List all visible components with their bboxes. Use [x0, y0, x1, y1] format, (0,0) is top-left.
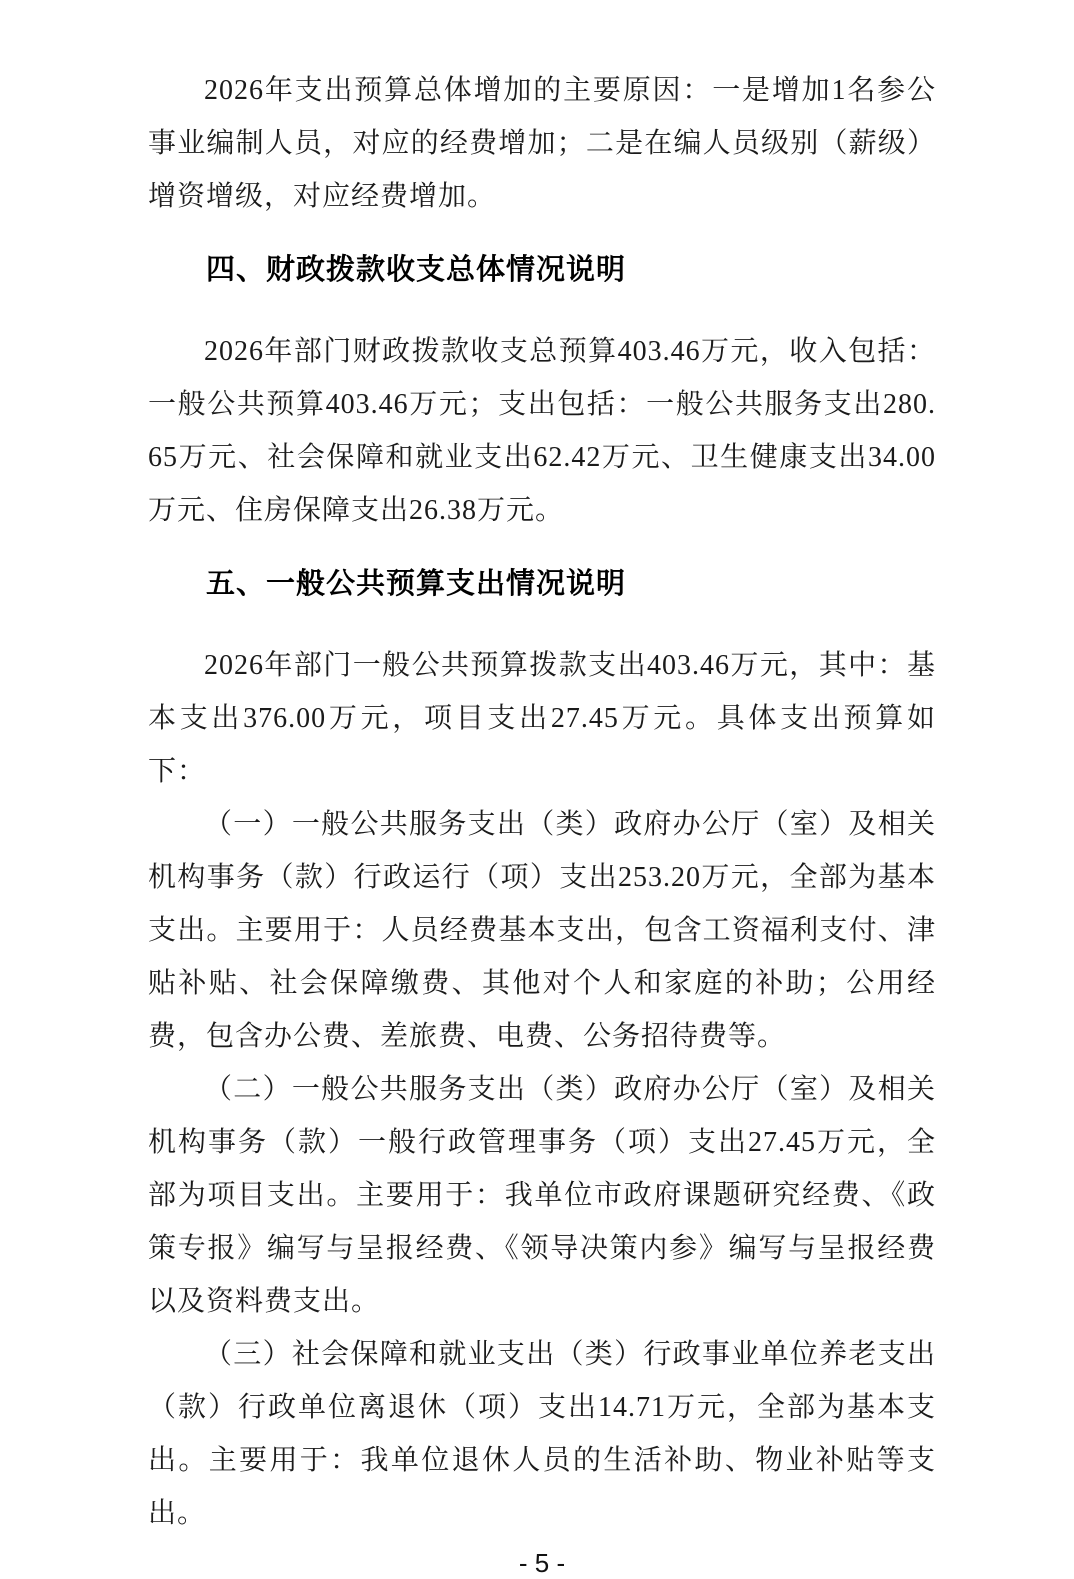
paragraph-general-budget-summary: 2026年部门一般公共预算拨款支出403.46万元，其中：基本支出376.00万元，项目支出27.45万元。具体支出预算如下： [148, 650, 936, 787]
section-heading-general-public-budget-expenditure: 五、一般公共预算支出情况说明 [206, 568, 627, 600]
paragraph-item-3-social-security-employment: （三）社会保障和就业支出（类）行政事业单位养老支出（款）行政单位离退休（项）支出14.71万元，全部为基本支出。主要用于：我单位退休人员的生活补助、物业补贴等支出。 [148, 1339, 936, 1529]
paragraph-item-1-general-public-service: （一）一般公共服务支出（类）政府办公厅（室）及相关机构事务（款）行政运行（项）支出253.20万元，全部为基本支出。主要用于：人员经费基本支出，包含工资福利支付、津贴补贴、社会保障缴费、其他对个人和家庭的补助；公用经费，包含办公费、差旅费、电费、公务招待费等。 [148, 809, 936, 1052]
paragraph-fiscal-appropriation-overview: 2026年部门财政拨款收支总预算403.46万元，收入包括：一般公共预算403.46万元；支出包括：一般公共服务支出280.65万元、社会保障和就业支出62.42万元、卫生健康支出34.00万元、住房保障支出26.38万元。 [148, 336, 936, 526]
document-content [148, 64, 936, 1540]
paragraph-item-2-general-admin-affairs: （二）一般公共服务支出（类）政府办公厅（室）及相关机构事务（款）一般行政管理事务（项）支出27.45万元，全部为项目支出。主要用于：我单位市政府课题研究经费、《政策专报》编写与呈报经费、《领导决策内参》编写与呈报经费以及资料费支出。 [148, 1074, 936, 1317]
page-number: - 5 - [518, 1548, 566, 1578]
paragraph-expenditure-increase-reason: 2026年支出预算总体增加的主要原因：一是增加1名参公事业编制人员，对应的经费增加；二是在编人员级别（薪级）增资增级，对应经费增加。 [148, 75, 936, 212]
section-heading-fiscal-appropriation-overview: 四、财政拨款收支总体情况说明 [206, 254, 627, 286]
